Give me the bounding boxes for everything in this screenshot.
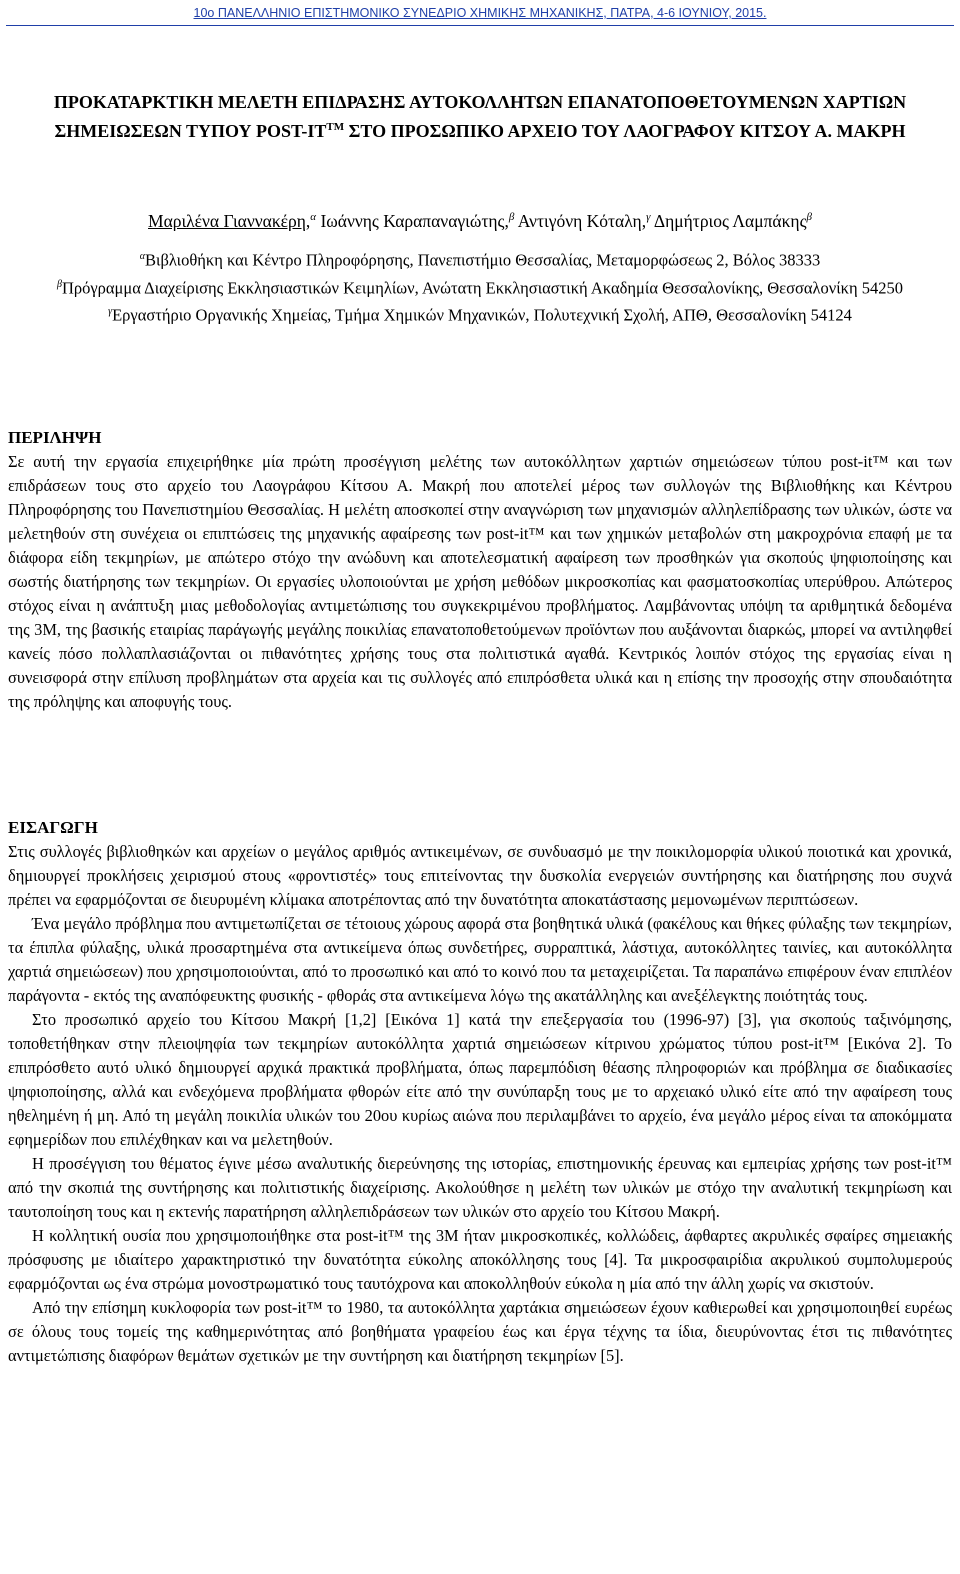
affiliation-mark: β [56,278,62,290]
affiliation [20,300,940,328]
affiliation-list [20,245,940,328]
running-head: 10ο ΠΑΝΕΛΛΗΝΙΟ ΕΠΙΣΤΗΜΟΝΙΚΟ ΣΥΝΕΔΡΙΟ ΧΗΜΙΚΗΣ ΜΗΧΑΝΙΚΗΣ, ΠΑΤΡΑ, 4-6 ΙΟΥΝΙΟΥ, 2015. [193,6,767,20]
header-divider [6,25,954,26]
intro-paragraph: Ένα μεγάλο πρόβλημα που αντιμετωπίζεται σε τέτοιους χώρους αφορά στα βοηθητικά υλικά (φακέλους και θήκες φύλαξης των τεκμηρίων, τα έπιπλα φύλαξης, υλικά προσαρτημένα στα αντικείμενα όπως συνδετήρες, συρραπτικά, λάστιχα, αυτοκόλλητες ταινίες, και αυτοκόλλητα χαρτιά σημειώσεων) που χρησιμοποιούνται, από το προσωπικό και από το κοινό που τα μεταχειρίζεται. Τα παραπάνω επιφέρουν έναν επιπλέον παράγοντα - εκτός της αναπόφευκτης φυσικής - φθοράς στα αντικείμενα λόγω της ακατάλληλης και ανεξέλεγκτης ποιότητάς τους. [8,914,952,1005]
intro-paragraph: Στις συλλογές βιβλιοθηκών και αρχείων ο μεγάλος αριθμός αντικειμένων, σε συνδυασμό με την ποικιλομορφία υλικού ποιοτικά και χρονικά, δημιουργεί προκλήσεις χειρισμού στους «φροντιστές» τους επιτείνοντας την δυσκολία ενεργειών συντήρησης και διατήρησης που συχνά πρέπει να εφαρμόζονται σε διευρυμένη κλίμακα αποτρέποντας από την δυνατότητα αποκατάστασης μεμονωμένων περιπτώσεων. [8,842,952,909]
abstract-heading: ΠΕΡΙΛΗΨΗ [8,428,102,447]
author-list [20,205,940,233]
affiliation-text: Εργαστήριο Οργανικής Χημείας, Τμήμα Χημικών Μηχανικών, Πολυτεχνική Σχολή, ΑΠΘ, Θεσσαλονίκη 54124 [112,305,852,325]
affiliation-mark: α [139,251,146,262]
author-affiliation-mark: γ [646,211,651,223]
introduction-section [8,816,952,1368]
abstract-text: Σε αυτή την εργασία επιχειρήθηκε μία πρώτη προσέγγιση μελέτης των αυτοκόλλητων χαρτιών σημειώσεων τύπου post-it™ και των επιδράσεων τους στο αρχείο του Λαογράφου Κίτσου Α. Μακρή που αποτελεί μέρος των συλλογών της Βιβλιοθήκης και Κέντρου Πληροφόρησης του Πανεπιστημίου Θεσσαλίας. Η μελέτη αποσκοπεί στην αναγνώριση των μηχανισμών αλληλεπίδρασης των υλικών, ώστε να μελετηθούν στη συνέχεια οι επιπτώσεις της μηχανικής αφαίρεσης των post-it™ και των χημικών μεταβολών στη μακροχρόνια επαφή με τα διάφορα είδη τεκμηρίων, με απώτερο στόχο την ανώδυνη και αποτελεσματική αφαίρεση των προσθηκών για σκοπούς ψηφιοποίησης και σωστής διατήρησης των τεκμηρίων. Οι εργασίες υλοποιούνται με χρήση μεθόδων μικροσκοπίας και φασματοσκοπίας υπερύθρου. Απώτερος στόχος είναι η ανάπτυξη μιας μεθοδολογίας αντιμετώπισης του συγκεκριμένου προβλήματος. Λαμβάνοντας υπόψη τα αριθμητικά δεδομένα της 3M, της βασικής εταιρίας παράγωγής μεγάλης ποικιλίας επανατοποθετούμενων προϊόντων που αυξάνονται διαρκώς, μπορεί να αντιληφθεί κανείς πόσο πολλαπλασιάζονται οι πιθανότητες χρήσης τους στα πολιτιστικά αγαθά. Κεντρικός λοιπόν στόχος της εργασίας είναι η συνεισφορά στην επίλυση προβλημάτων στα αρχεία και τις συλλογές από επιπρόσθετα υλικά και η επίσης την προσοχής στην σπουδαιότητα της πρόληψης και αποφυγής τους. [8,452,952,711]
author-affiliation-mark: β [508,211,515,223]
author-affiliation-mark: α [310,211,317,223]
title-trademark: TM [326,121,345,133]
intro-paragraph: Η προσέγγιση του θέματος έγινε μέσω αναλυτικής διερεύνησης της ιστορίας, επιστημονικής έρευνας και εμπειρίας χρήσης των post-it™ από την σκοπιά της συντήρησης και πολιτιστικής διαχείρισης. Ακολούθησε η μελέτη των υλικών με στόχο την αναλυτική τεκμηρίωση και ταυτοποίηση τους και η εκτενής παρατήρηση αλληλεπιδράσεων των υλικών στο αρχείο του Κίτσου Μακρή. [8,1154,952,1221]
introduction-heading: ΕΙΣΑΓΩΓΗ [8,818,98,837]
intro-paragraph: Από την επίσημη κυκλοφορία των post-it™ το 1980, τα αυτοκόλλητα χαρτάκια σημειώσεων έχουν καθιερωθεί και χρησιμοποιηθεί ευρέως σε όλους τους τομείς της καθημερινότητας από βοηθήματα γραφείου έως και έργα τέχνης τα ίδια, διευρύνοντας έτσι τις πιθανότητες αντιμετώπισης διαφόρων θεμάτων σχετικών με την συντήρηση και διατήρηση τεκμηρίων [5]. [8,1298,952,1365]
author-name: Μαριλένα Γιαννακέρη, [148,210,311,231]
affiliation-text: Πρόγραμμα Διαχείρισης Εκκλησιαστικών Κειμηλίων, Ανώτατη Εκκλησιαστική Ακαδημία Θεσσαλονίκης, Θεσσαλονίκη 54250 [61,278,903,297]
affiliation [20,245,940,273]
author-name: Ιωάννης Καραπαναγιώτης, [316,210,509,231]
affiliation-mark: γ [108,306,113,317]
intro-paragraph: Στο προσωπικό αρχείο του Κίτσου Μακρή [1,2] [Εικόνα 1] κατά την επεξεργασία του (1996-97) [3], για σκοπούς ταξινόμησης, τοποθετήθηκαν στην πλειοψηφία των τεκμηρίων αυτοκόλλητα χαρτιά σημειώσεων κίτρινου χρώματος τύπου post-it™ [Εικόνα 2]. Το επιπρόσθετο αυτό υλικό δημιουργεί αρχικά πρακτικά προβλήματα, όπως παρεμπόδιση θέασης πληροφοριών και πρόβλημα σε διαδικασίες ψηφιοποίησης, αλλά και ενδεχόμενα προβλήματα φθορών είτε από την συνύπαρξη τους με το αρχειακό υλικό είτε από την αφαίρεση τους ηθελημένη ή μη. Από τη μεγάλη ποικιλία υλικών του 20ου κυρίως αιώνα που περιλαμβάνει το αρχείο, ένα μεγάλο μέρος είναι τα αποκόμματα εφημερίδων που επιλέχθηκαν και να μελετηθούν. [8,1010,952,1149]
paper-title [20,90,940,144]
title-part-1: ΠΡΟΚΑΤΑΡΚΤΙΚΗ ΜΕΛΕΤΗ ΕΠΙΔΡΑΣΗΣ ΑΥΤΟΚΟΛΛΗΤΩΝ ΕΠΑΝΑΤΟΠΟΘΕΤΟΥΜΕΝΩΝ ΧΑΡΤΙΩΝ ΣΗΜΕΙΩΣΕΩΝ ΤΥΠΟΥ POST-IT [53,92,907,141]
title-part-2: ΣΤΟ ΠΡΟΣΩΠΙΚΟ ΑΡΧΕΙΟ ΤΟΥ ΛΑΟΓΡΑΦΟΥ ΚΙΤΣΟΥ Α. ΜΑΚΡΗ [344,121,906,141]
author-affiliation-mark: β [806,211,812,223]
intro-paragraph: Η κολλητική ουσία που χρησιμοποιήθηκε στα post-it™ της 3M ήταν μικροσκοπικές, κολλώδεις, άφθαρτες ακρυλικές σφαίρες σημειακής πρόσφυσης με ιδιαίτερο χαρακτηριστικό την δυνατότητα εύκολης αποκόλλησης τους [4]. Τα μικροσφαιρίδια ακρυλικού συμπολυμερούς εφαρμόζονται ως ένα στρώμα μονοστρωματικό τους ταυτόχρονα και αποκολληθούν εύκολα η μία από την άλλη χωρίς να σκιστούν. [8,1226,952,1293]
abstract-section [8,426,952,714]
affiliation-text: Βιβλιοθήκη και Κέντρο Πληροφόρησης, Πανεπιστήμιο Θεσσαλίας, Μεταμορφώσεως 2, Βόλος 38333 [145,250,821,270]
author-name: Αντιγόνη Κόταλη, [514,210,647,231]
affiliation [20,273,940,301]
author-name: Δημήτριος Λαμπάκης [650,210,807,231]
